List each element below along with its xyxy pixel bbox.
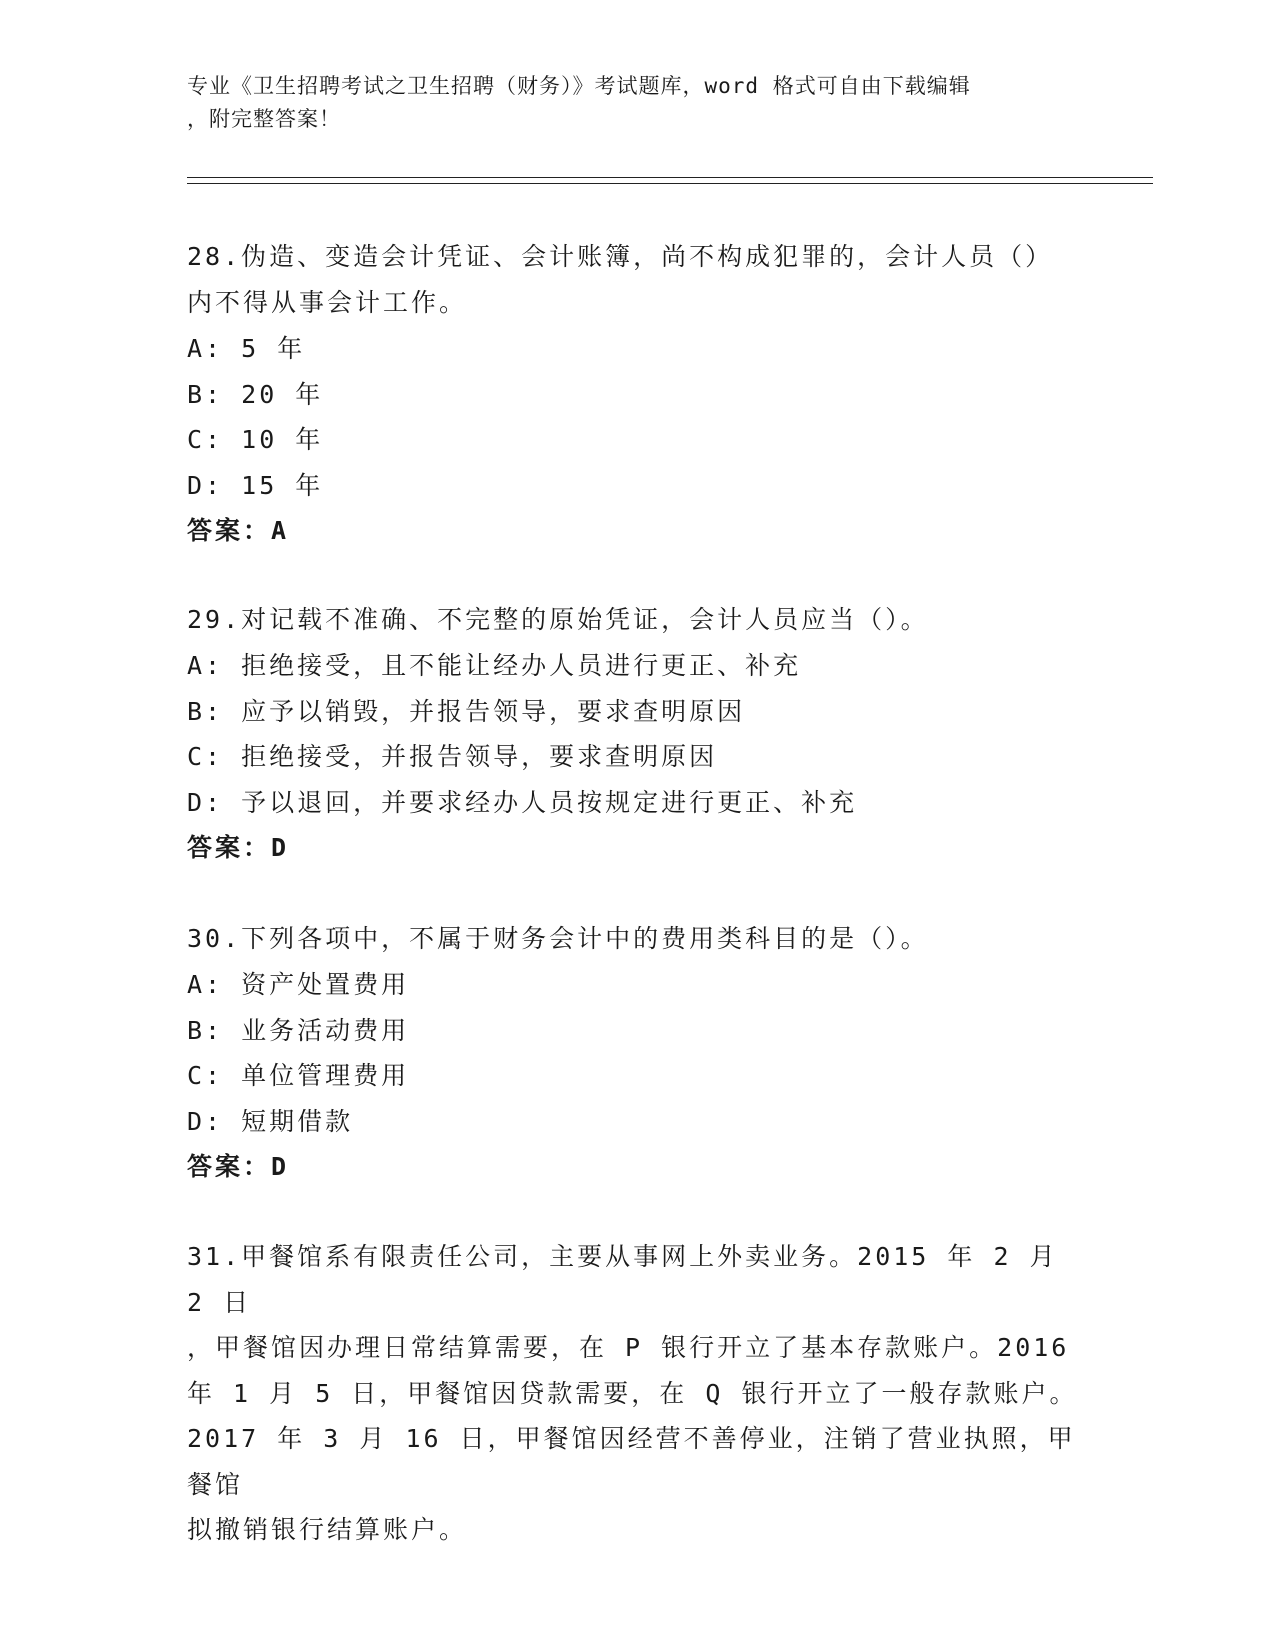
question-stem-line: 2017 年 3 月 16 日，甲餐馆因经营不善停业，注销了营业执照，甲餐馆 <box>187 1424 1076 1499</box>
question-28 <box>187 234 1087 554</box>
option-d: D: 予以退回，并要求经办人员按规定进行更正、补充 <box>187 787 858 817</box>
option-c: C: 拒绝接受，并报告领导，要求查明原因 <box>187 742 718 771</box>
question-stem-line: 内不得从事会计工作。 <box>187 288 468 317</box>
option-b: B: 应予以销毁，并报告领导，要求查明原因 <box>187 696 746 726</box>
answer-line: 答案：A <box>187 516 290 545</box>
question-stem-line: 拟撤销银行结算账户。 <box>187 1515 468 1544</box>
option-a: A: 5 年 <box>187 334 306 363</box>
option-c: C: 10 年 <box>187 425 324 454</box>
question-stem-line: 年 1 月 5 日，甲餐馆因贷款需要，在 Q 银行开立了一般存款账户。 <box>187 1378 1078 1408</box>
option-d: D: 15 年 <box>187 470 324 500</box>
question-stem-line: 31.甲餐馆系有限责任公司，主要从事网上外卖业务。2015 年 2 月 2 日 <box>187 1242 1058 1317</box>
question-31 <box>187 1234 1087 1553</box>
answer-line: 答案：D <box>187 1152 290 1181</box>
question-stem-line: ，甲餐馆因办理日常结算需要，在 P 银行开立了基本存款账户。2016 <box>187 1333 1070 1362</box>
document-header <box>187 70 1067 136</box>
option-b: B: 业务活动费用 <box>187 1015 410 1045</box>
option-d: D: 短期借款 <box>187 1106 354 1136</box>
question-stem-line: 29.对记载不准确、不完整的原始凭证，会计人员应当（）。 <box>187 605 929 634</box>
question-29 <box>187 597 1087 871</box>
option-a: A: 资产处置费用 <box>187 970 410 999</box>
header-line-1: 专业《卫生招聘考试之卫生招聘（财务）》考试题库，word 格式可自由下载编辑 <box>187 74 971 98</box>
question-stem-line: 30.下列各项中，不属于财务会计中的费用类科目的是（）。 <box>187 924 929 953</box>
option-b: B: 20 年 <box>187 379 324 409</box>
option-c: C: 单位管理费用 <box>187 1061 410 1090</box>
answer-line: 答案：D <box>187 833 290 862</box>
option-a: A: 拒绝接受，且不能让经办人员进行更正、补充 <box>187 651 802 680</box>
header-divider <box>187 177 1153 184</box>
question-30 <box>187 916 1087 1190</box>
question-stem-line: 28.伪造、变造会计凭证、会计账簿，尚不构成犯罪的，会计人员（） <box>187 242 1054 271</box>
header-line-2: ，附完整答案！ <box>187 107 341 131</box>
